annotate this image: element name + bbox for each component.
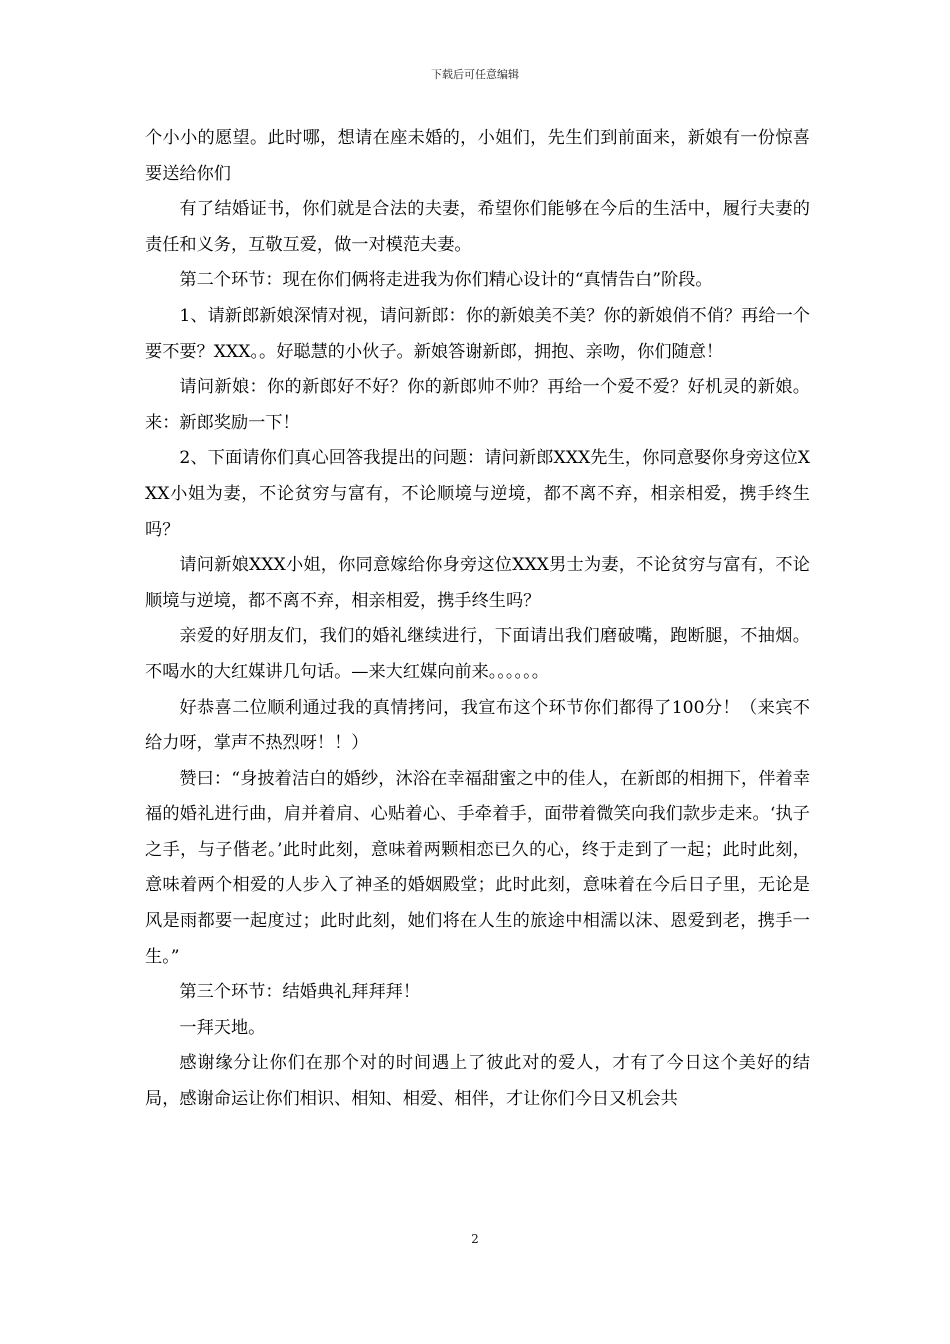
- paragraph: 赞曰：“身披着洁白的婚纱，沐浴在幸福甜蜜之中的佳人，在新郎的相拥下，伴着幸福的婚礼进行曲，肩并着肩、心贴着心、手牵着手，面带着微笑向我们款步走来。‘执子之手，与子偕老。’此时此刻，意味着两颗相恋已久的心，终于走到了一起；此时此刻，意味着两个相爱的人步入了神圣的婚姻殿堂；此时此刻，意味着在今后日子里，无论是风是雨都要一起度过；此时此刻，她们将在人生的旅途中相濡以沫、恩爱到老，携手一生。”: [145, 768, 810, 967]
- page-number: 2: [471, 1232, 479, 1246]
- paragraph: 请问新娘XXX小姐，你同意嫁给你身旁这位XXX男士为妻，不论贫穷与富有，不论顺境与逆境，都不离不弃，相亲相爱，携手终生吗？: [145, 555, 810, 611]
- paragraph: 亲爱的好朋友们，我们的婚礼继续进行，下面请出我们磨破嘴，跑断腿，不抽烟。不喝水的大红媒讲几句话。—来大红媒向前来。。。。。。: [145, 626, 810, 682]
- paragraph: 第二个环节：现在你们俩将走进我为你们精心设计的“真情告白”阶段。: [179, 270, 713, 291]
- paragraph: 1、请新郎新娘深情对视，请问新郎：你的新娘美不美？你的新娘俏不俏？再给一个要不要？XXX。。好聪慧的小伙子。新娘答谢新郎，拥抱、亲吻，你们随意！: [145, 305, 810, 362]
- paragraph: 感谢缘分让你们在那个对的时间遇上了彼此对的爱人，才有了今日这个美好的结局，感谢命运让你们相识、相知、相爱、相伴，才让你们今日又机会共: [145, 1053, 810, 1110]
- page-header: 下载后可任意编辑: [431, 68, 519, 81]
- paragraph: 2、下面请你们真心回答我提出的问题：请问新郎XXX先生，你同意娶你身旁这位XXX小姐为妻，不论贫穷与富有，不论顺境与逆境，都不离不弃，相亲相爱，携手终生吗？: [145, 448, 810, 540]
- paragraph: 请问新娘：你的新郎好不好？你的新郎帅不帅？再给一个爱不爱？好机灵的新娘。来：新郎奖励一下！: [145, 377, 810, 433]
- paragraph: 有了结婚证书，你们就是合法的夫妻，希望你们能够在今后的生活中，履行夫妻的责任和义务，互敬互爱，做一对模范夫妻。: [145, 199, 810, 255]
- paragraph: 一拜天地。: [179, 1017, 266, 1038]
- document-body: [145, 121, 810, 1118]
- paragraph: 个小小的愿望。此时哪，想请在座未婚的，小姐们，先生们到前面来，新娘有一份惊喜要送给你们: [145, 128, 810, 184]
- paragraph: 好恭喜二位顺利通过我的真情拷问，我宣布这个环节你们都得了100分！（来宾不给力呀，掌声不热烈呀！！）: [145, 697, 810, 754]
- paragraph: 第三个环节：结婚典礼拜拜拜！: [179, 982, 421, 1003]
